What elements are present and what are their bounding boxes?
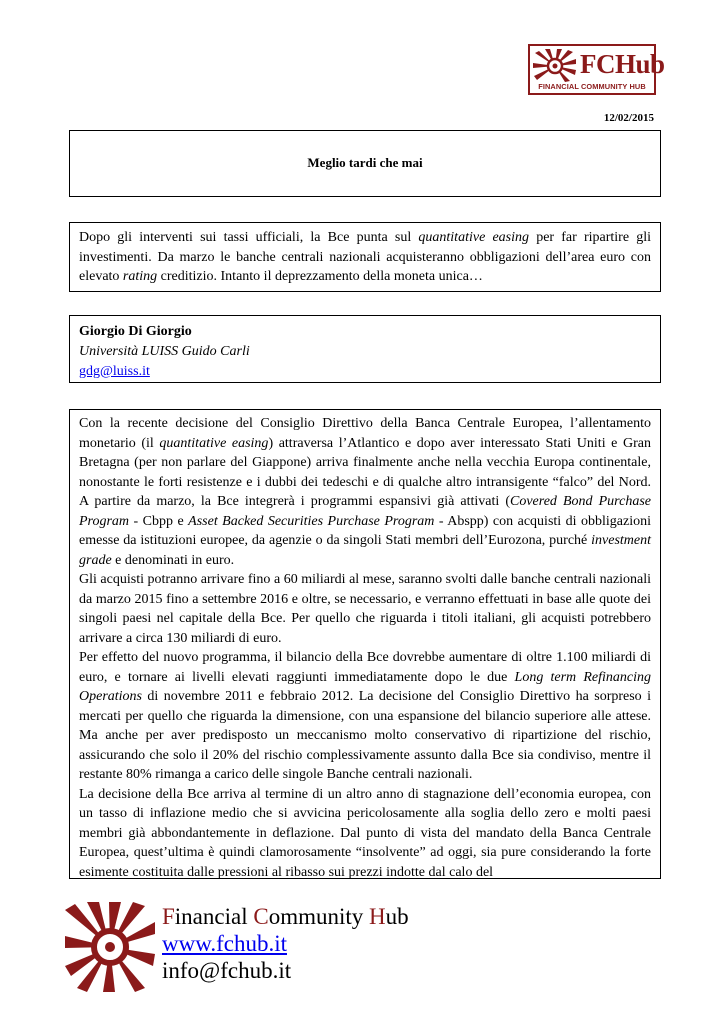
footer-initial: C [253, 904, 269, 929]
body-text: ) attraversa l’Atlantico e dopo aver interessato Stati Uniti e Gran Bretagna (per non parlare del Giappone) arriva finalmente anche nella vecchia Europa continentale, nonostante le forti resistenze e i dubbi dei tedeschi e di qualche altro intransigente “falco” del Nord. A partire da marzo, la Bce integrerà i programmi espansivi già attivati ( [79, 435, 651, 509]
footer-title [162, 903, 409, 930]
body-text: e denominati in euro. [111, 552, 235, 568]
summary-text: Dopo gli interventi sui tassi ufficiali, la Bce punta sul [79, 230, 419, 245]
sun-emblem-icon [533, 49, 577, 83]
footer-website-link[interactable]: www.fchub.it [162, 931, 287, 956]
logo-subtitle: FINANCIAL COMMUNITY HUB [538, 82, 646, 91]
body-text: - Abspp) con acquisti di obbligazioni emesse da istituzioni europee, da agenzie o da singoli Stati membri dell’Eurozona, purché [79, 513, 651, 548]
body-text: Con la recente decisione del Consiglio Direttivo della Banca Centrale Europea, l’allentamento monetario (il [79, 416, 651, 451]
author-box [69, 315, 661, 383]
author-email-link[interactable]: gdg@luiss.it [79, 364, 150, 379]
body-emphasis: investment grade [79, 533, 651, 568]
footer-sun-logo-icon [65, 902, 155, 992]
summary-box [69, 222, 661, 292]
logo-brand-text: FCHub [580, 49, 665, 79]
body-text: - Cbpp e [129, 513, 189, 529]
article-title: Meglio tardi che mai [307, 155, 423, 170]
body-emphasis: Long term Refinancing Operations [79, 669, 652, 704]
footer-word: ommunity [268, 904, 369, 929]
body-text: Per effetto del nuovo programma, il bilancio della Bce dovrebbe aumentare di oltre 1.100 miliardi di euro, e tornare ai livelli elevati raggiunti immediatamente dopo le due [79, 650, 651, 685]
publication-date: 12/02/2015 [603, 112, 654, 124]
author-name: Giorgio Di Giorgio [79, 324, 192, 339]
body-text: di novembre 2011 e febbraio 2012. La decisione del Consiglio Direttivo ha sorpreso i mercati per quello che riguarda la dimensione, con una espansione del bilancio superiore alle attese. Ma anche per aver predisposto un meccanismo molto conservativo di ripartizione del rischio, assicurando che solo il 20% del rischio complessivamente assunto dalla Bce sia condiviso, mentre il restante 80% rimanga a carico delle singole Banche centrali nazionali. [79, 689, 651, 782]
author-affiliation: Università LUISS Guido Carli [79, 344, 250, 359]
title-box [69, 130, 661, 197]
body-emphasis: quantitative easing [159, 435, 269, 451]
summary-emphasis: rating [122, 269, 158, 284]
footer-initial: F [162, 904, 175, 929]
body-paragraph: La decisione della Bce arriva al termine di un altro anno di stagnazione dell’economia europea, con un tasso di inflazione medio che si avvicina pericolosamente alla soglia dello zero e molti paesi membri già abbondantemente in deflazione. Dal punto di vista del mandato della Banca Centrale Europea, quest’ultima è quindi clamorosamente “insolvente” ad oggi, sia pure considerando la forte esimente costituita dalle pressioni al ribasso sui prezzi indotte dal calo del [79, 786, 651, 879]
summary-emphasis: quantitative easing [418, 230, 530, 245]
body-paragraph [79, 648, 651, 785]
article-body [69, 409, 661, 879]
footer-word: inancial [174, 904, 254, 929]
summary-text: per far ripartire gli investimenti. Da marzo le banche centrali nazionali acquisteranno obbligazioni dell’area euro con elevato [79, 230, 651, 284]
footer-text [162, 903, 409, 984]
fchub-logo [528, 44, 665, 95]
summary-text: creditizio. Intanto il deprezzamento della moneta unica… [157, 269, 483, 284]
footer-initial: H [369, 904, 386, 929]
body-emphasis: Asset Backed Securities Purchase Program [188, 513, 435, 529]
body-paragraph [79, 414, 651, 570]
footer-email[interactable]: info@fchub.it [162, 958, 292, 983]
footer-word: ub [385, 904, 409, 929]
body-paragraph: Gli acquisti potranno arrivare fino a 60 miliardi al mese, saranno svolti dalle banche centrali nazionali da marzo 2015 fino a settembre 2016 e oltre, se necessario, e verranno effettuati in base alle quote dei singoli paesi nel capitale della Bce. Per quello che riguarda i titoli italiani, gli acquisti potrebbero arrivare a circa 130 miliardi di euro. [79, 572, 651, 646]
body-emphasis: Covered Bond Purchase Program [79, 494, 651, 529]
